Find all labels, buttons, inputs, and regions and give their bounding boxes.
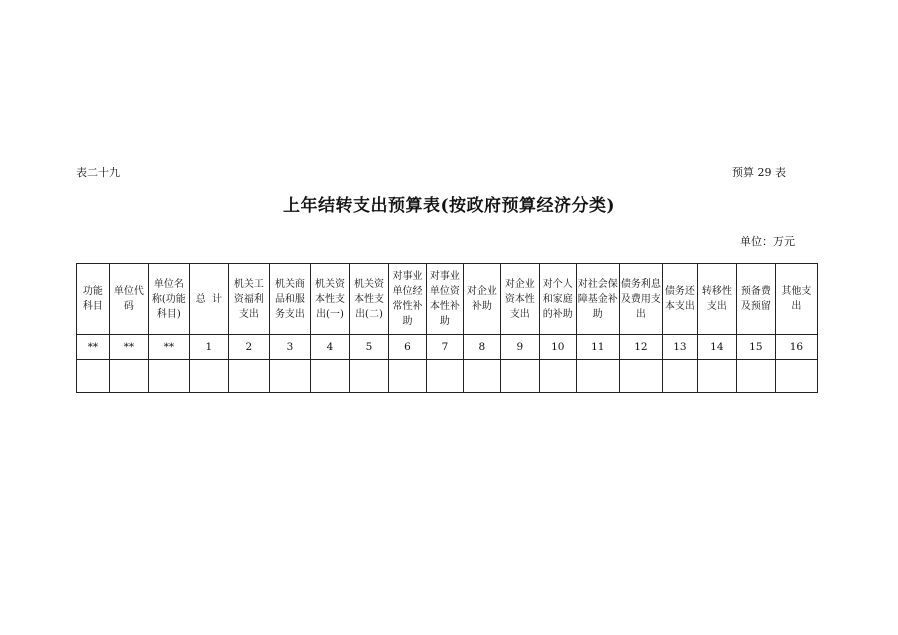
empty-cell <box>148 360 189 393</box>
index-cell: 1 <box>189 335 228 360</box>
header-cell: 单位代码 <box>109 264 148 335</box>
empty-cell <box>463 360 500 393</box>
index-cell: 2 <box>228 335 269 360</box>
header-cell: 对个人和家庭的补助 <box>539 264 576 335</box>
table-header-row <box>77 264 818 335</box>
empty-cell <box>576 360 619 393</box>
unit-label: 单位：万元 <box>740 235 795 248</box>
empty-cell <box>109 360 148 393</box>
header-cell: 预备费及预留 <box>736 264 775 335</box>
index-cell: ** <box>77 335 110 360</box>
empty-cell <box>228 360 269 393</box>
index-cell: 5 <box>349 335 388 360</box>
empty-cell <box>269 360 310 393</box>
header-cell: 对事业单位经常性补助 <box>388 264 426 335</box>
index-cell: 3 <box>269 335 310 360</box>
empty-cell <box>349 360 388 393</box>
index-cell: 12 <box>619 335 662 360</box>
index-cell: 14 <box>697 335 736 360</box>
header-cell: 对社会保障基金补助 <box>576 264 619 335</box>
empty-cell <box>736 360 775 393</box>
header-cell: 对企业资本性支出 <box>500 264 539 335</box>
index-cell: 15 <box>736 335 775 360</box>
index-cell: 16 <box>775 335 817 360</box>
header-cell: 债务利息及费用支出 <box>619 264 662 335</box>
header-cell: 对事业单位资本性补助 <box>426 264 463 335</box>
budget-table <box>76 263 818 393</box>
header-cell: 总 计 <box>189 264 228 335</box>
empty-cell <box>426 360 463 393</box>
header-cell: 机关工资福利支出 <box>228 264 269 335</box>
empty-cell <box>539 360 576 393</box>
empty-cell <box>697 360 736 393</box>
header-cell: 功能科目 <box>77 264 110 335</box>
index-cell: ** <box>148 335 189 360</box>
header-cell: 其他支出 <box>775 264 817 335</box>
index-cell: 6 <box>388 335 426 360</box>
empty-cell <box>500 360 539 393</box>
empty-cell <box>775 360 817 393</box>
index-cell: 8 <box>463 335 500 360</box>
table-row <box>77 360 818 393</box>
header-cell: 单位名称(功能科目) <box>148 264 189 335</box>
header-cell: 债务还本支出 <box>662 264 697 335</box>
index-cell: 7 <box>426 335 463 360</box>
page-title: 上年结转支出预算表(按政府预算经济分类) <box>282 196 616 216</box>
header-cell: 转移性支出 <box>697 264 736 335</box>
index-cell: ** <box>109 335 148 360</box>
empty-cell <box>388 360 426 393</box>
header-cell: 机关商品和服务支出 <box>269 264 310 335</box>
index-cell: 13 <box>662 335 697 360</box>
empty-cell <box>619 360 662 393</box>
empty-cell <box>77 360 110 393</box>
column-index-row <box>77 335 818 360</box>
budget-form-label: 预算 29 表 <box>732 166 786 179</box>
header-cell: 对企业补助 <box>463 264 500 335</box>
empty-cell <box>662 360 697 393</box>
index-cell: 9 <box>500 335 539 360</box>
header-cell: 机关资本性支出(二) <box>349 264 388 335</box>
index-cell: 10 <box>539 335 576 360</box>
table-number-label: 表二十九 <box>76 166 120 179</box>
header-cell: 机关资本性支出(一) <box>310 264 349 335</box>
empty-cell <box>189 360 228 393</box>
index-cell: 4 <box>310 335 349 360</box>
index-cell: 11 <box>576 335 619 360</box>
empty-cell <box>310 360 349 393</box>
